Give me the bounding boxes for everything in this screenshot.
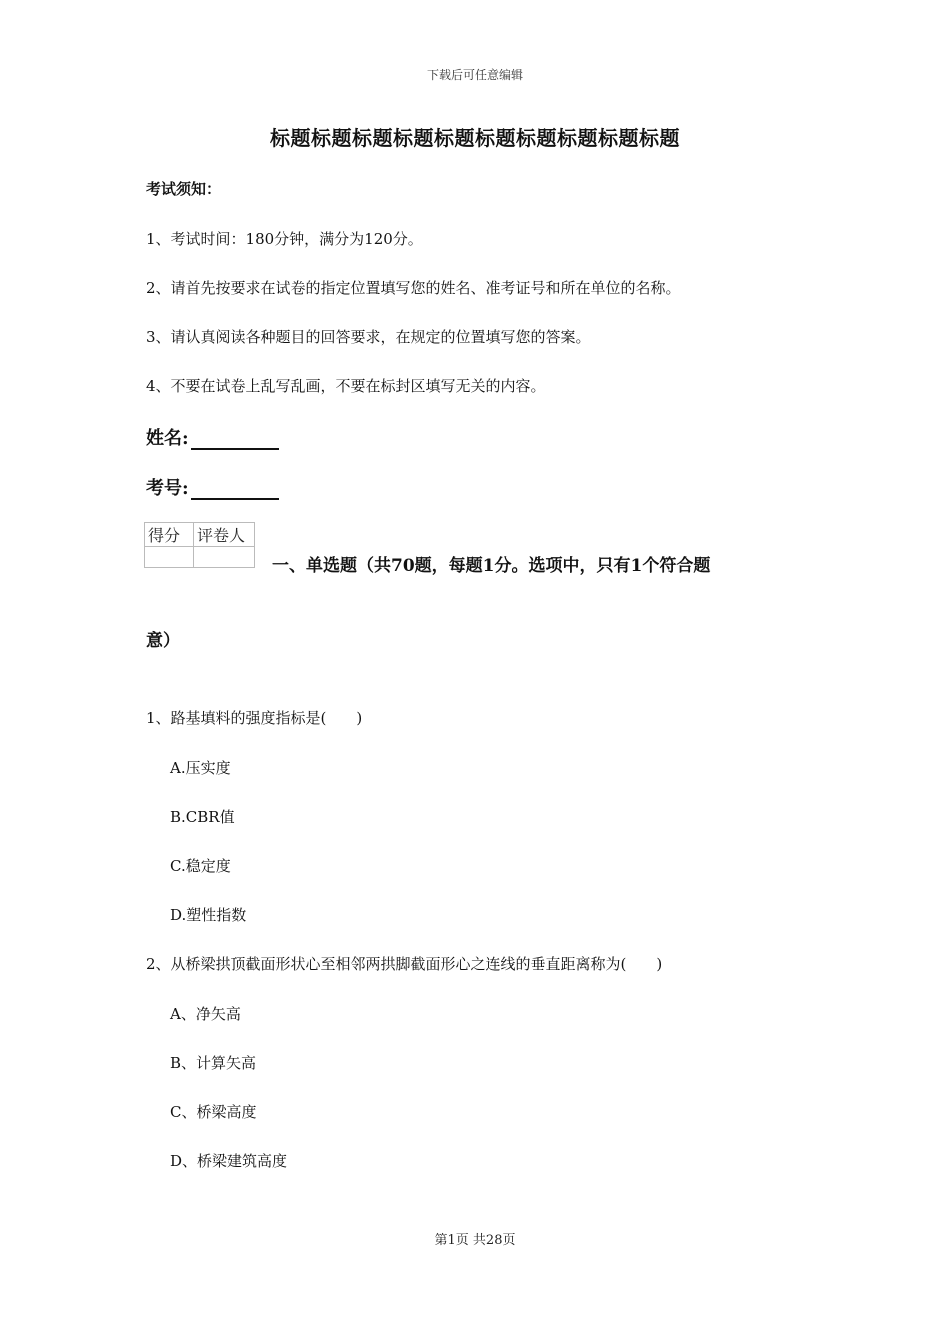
document-title: 标题标题标题标题标题标题标题标题标题标题 <box>270 126 680 150</box>
grader-header: 评卷人 <box>194 523 255 547</box>
score-cell[interactable] <box>145 547 194 568</box>
question-option[interactable]: D、桥梁建筑高度 <box>170 1152 288 1170</box>
id-input-line[interactable] <box>191 480 279 500</box>
question-option[interactable]: B、计算矢高 <box>170 1054 257 1072</box>
name-input-line[interactable] <box>191 430 279 450</box>
question-option[interactable]: B.CBR值 <box>170 808 235 826</box>
page-footer: 第1页 共28页 <box>434 1233 516 1248</box>
notice-item: 4、不要在试卷上乱写乱画，不要在标封区填写无关的内容。 <box>146 377 546 395</box>
section-title: 一、单选题（共70题，每题1分。选项中，只有1个符合题 <box>272 556 711 576</box>
question-option[interactable]: A、净矢高 <box>170 1005 241 1023</box>
question-text: 1、路基填料的强度指标是( ) <box>146 709 363 727</box>
id-field <box>146 474 279 500</box>
notice-item: 2、请首先按要求在试卷的指定位置填写您的姓名、准考证号和所在单位的名称。 <box>146 279 681 297</box>
notice-item: 3、请认真阅读各种题目的回答要求，在规定的位置填写您的答案。 <box>146 328 591 346</box>
header-note: 下载后可任意编辑 <box>426 68 523 82</box>
question-text: 2、从桥梁拱顶截面形状心至相邻两拱脚截面形心之连线的垂直距离称为( ) <box>146 955 663 973</box>
notice-heading: 考试须知： <box>146 180 222 198</box>
question-option[interactable]: A.压实度 <box>170 759 231 777</box>
grader-cell[interactable] <box>194 547 255 568</box>
name-label: 姓名: <box>146 428 189 449</box>
score-header: 得分 <box>145 523 194 547</box>
question-option[interactable]: C、桥梁高度 <box>170 1103 257 1121</box>
name-field <box>146 424 279 450</box>
notice-item: 1、考试时间：180分钟，满分为120分。 <box>146 230 423 248</box>
question-option[interactable]: C.稳定度 <box>170 857 231 875</box>
question-option[interactable]: D.塑性指数 <box>170 906 247 924</box>
section-title-continued: 意） <box>146 631 180 651</box>
id-label: 考号: <box>146 478 189 499</box>
score-table <box>144 522 255 568</box>
